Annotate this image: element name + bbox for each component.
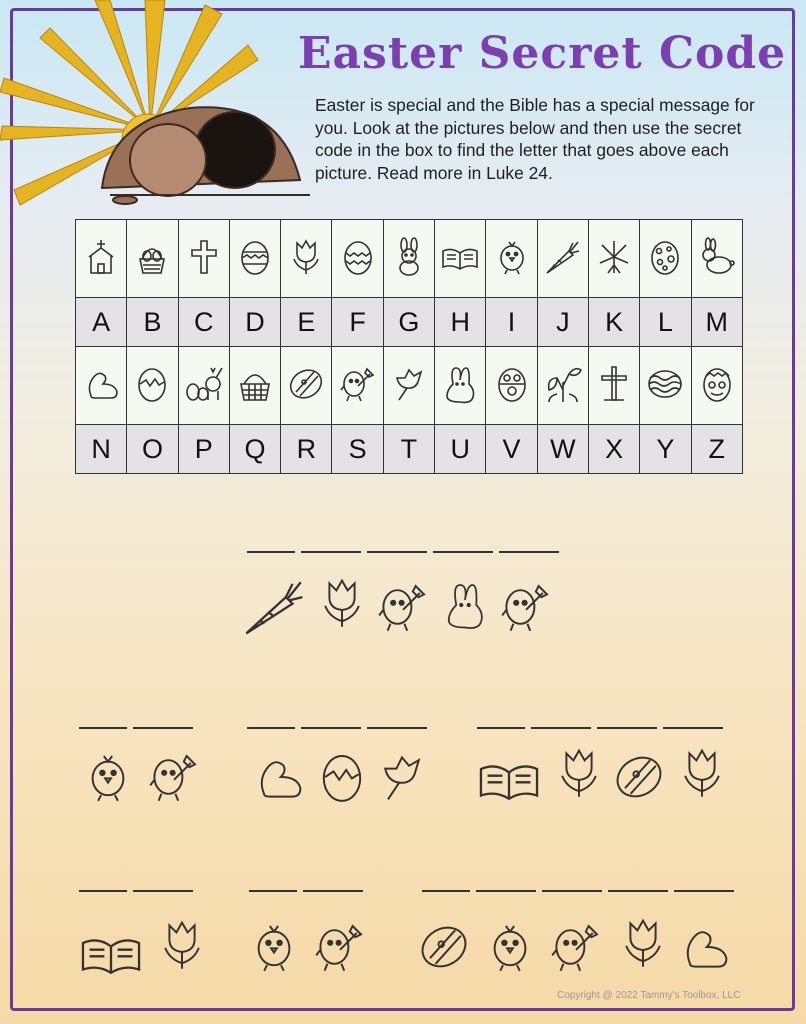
answer-blank[interactable] (133, 890, 193, 892)
code-letter: B (127, 298, 178, 347)
code-letter: U (435, 425, 486, 474)
code-letter: Q (229, 425, 280, 474)
answer-blank[interactable] (367, 551, 427, 553)
code-letter: S (332, 425, 383, 474)
code-icons-row-2 (76, 347, 743, 425)
page-title: Easter Secret Code (298, 28, 787, 79)
code-cell (178, 347, 229, 425)
answer-blank[interactable] (531, 727, 591, 729)
answer-blank[interactable] (477, 727, 525, 729)
code-cell (640, 220, 691, 298)
decorated-egg-icon (611, 744, 667, 810)
code-letter: G (383, 298, 434, 347)
code-cell (76, 220, 127, 298)
answer-blank[interactable] (303, 890, 363, 892)
lily-icon (543, 364, 583, 404)
tulip-icon (286, 237, 326, 277)
wavy-egg-icon (645, 364, 685, 404)
answer-blank[interactable] (133, 727, 193, 729)
answer-blank[interactable] (301, 551, 361, 553)
code-letters-row-1 (76, 298, 743, 347)
peep-chick-icon (676, 914, 732, 980)
answer-blank[interactable] (674, 890, 734, 892)
instructions-text: Easter is special and the Bible has a special message for you. Look at the pictures below and then use the secret code in the box to find the letter that goes above each picture. Read more in Luke 24. (315, 95, 755, 183)
code-cell (127, 347, 178, 425)
egg-with-flower-icon (312, 914, 368, 980)
chick-icon (246, 914, 302, 980)
copyright-text: Copyright @ 2022 Tammy's Toolbox, LLC (557, 990, 741, 1001)
answer-blank[interactable] (597, 727, 657, 729)
code-letter: O (127, 425, 178, 474)
code-cell (281, 347, 332, 425)
code-letter: W (537, 425, 588, 474)
code-letter: F (332, 298, 383, 347)
cross-icon (184, 237, 224, 277)
secret-code-key (75, 219, 743, 474)
code-cell (127, 220, 178, 298)
answer-blank[interactable] (79, 890, 127, 892)
code-letter: Z (691, 425, 742, 474)
code-cell (537, 220, 588, 298)
code-cell (281, 220, 332, 298)
striped-egg-icon (235, 237, 275, 277)
code-letter: Y (640, 425, 691, 474)
egg-with-flower-icon (548, 914, 604, 980)
answer-blank[interactable] (247, 727, 295, 729)
lily-icon (594, 237, 634, 277)
tulip-icon (674, 740, 730, 806)
rabbit-icon (697, 237, 737, 277)
code-cell (640, 347, 691, 425)
code-cell (229, 347, 280, 425)
code-letter: J (537, 298, 588, 347)
zigzag-egg-icon (338, 237, 378, 277)
code-letter: H (435, 298, 486, 347)
cracked-egg-icon (314, 744, 370, 810)
tulip-icon (314, 570, 370, 636)
code-letter: N (76, 425, 127, 474)
tulip-icon (154, 912, 210, 978)
answer-blank[interactable] (422, 890, 470, 892)
code-letter: R (281, 425, 332, 474)
code-cell (486, 220, 537, 298)
carrot-icon (543, 237, 583, 277)
answer-blank[interactable] (476, 890, 536, 892)
peep-chick-icon (250, 744, 306, 810)
basket-icon (235, 364, 275, 404)
code-cell (383, 220, 434, 298)
egg-with-flower-icon (375, 574, 431, 640)
code-cell (486, 347, 537, 425)
answer-blank[interactable] (301, 727, 361, 729)
code-letter: E (281, 298, 332, 347)
answer-blank[interactable] (499, 551, 559, 553)
chick-with-eggs-icon (184, 364, 224, 404)
bible-icon (440, 237, 480, 277)
answer-blank[interactable] (542, 890, 602, 892)
code-cell (435, 347, 486, 425)
code-letter: V (486, 425, 537, 474)
code-cell (332, 220, 383, 298)
decorated-egg-icon (416, 914, 472, 980)
code-letter: T (383, 425, 434, 474)
code-letters-row-2 (76, 425, 743, 474)
answer-blank[interactable] (433, 551, 493, 553)
chick-icon (492, 237, 532, 277)
answer-blank[interactable] (249, 890, 297, 892)
answer-blank[interactable] (367, 727, 427, 729)
code-cell (76, 347, 127, 425)
code-letter: A (76, 298, 127, 347)
decorated-egg-icon (286, 364, 326, 404)
code-icons-row-1 (76, 220, 743, 298)
tulip-icon (389, 364, 429, 404)
marshmallow-bunny-icon (440, 364, 480, 404)
code-cell (537, 347, 588, 425)
code-cell (332, 347, 383, 425)
sunrise-tomb-illustration (0, 0, 330, 215)
code-cell (229, 220, 280, 298)
code-letter: D (229, 298, 280, 347)
tulip-icon (374, 744, 430, 810)
chick-icon (80, 744, 136, 810)
easter-basket-icon (132, 237, 172, 277)
code-cell (588, 220, 639, 298)
egg-with-flower-icon (498, 574, 554, 640)
code-letter: P (178, 425, 229, 474)
bible-icon (72, 920, 150, 986)
code-cell (691, 220, 742, 298)
face-egg-icon (697, 364, 737, 404)
code-cell (588, 347, 639, 425)
answer-blank[interactable] (79, 727, 127, 729)
code-letter: I (486, 298, 537, 347)
code-letter: L (640, 298, 691, 347)
bunny-icon (389, 237, 429, 277)
cross-icon (594, 364, 634, 404)
answer-blank[interactable] (247, 551, 295, 553)
code-letter: C (178, 298, 229, 347)
code-cell (178, 220, 229, 298)
egg-with-flower-icon (338, 364, 378, 404)
carrot-icon (243, 574, 309, 640)
spotted-egg-icon (645, 237, 685, 277)
code-letter: K (588, 298, 639, 347)
answer-blank[interactable] (608, 890, 668, 892)
tulip-icon (615, 910, 671, 976)
dotted-egg-icon (492, 364, 532, 404)
code-cell (383, 347, 434, 425)
peep-chick-icon (81, 364, 121, 404)
tulip-icon (551, 740, 607, 806)
code-cell (691, 347, 742, 425)
code-letter: X (588, 425, 639, 474)
marshmallow-bunny-icon (440, 570, 490, 640)
egg-with-flower-icon (146, 744, 202, 810)
code-letter: M (691, 298, 742, 347)
bible-icon (470, 746, 548, 812)
answer-blank[interactable] (663, 727, 723, 729)
code-cell (435, 220, 486, 298)
church-icon (81, 237, 121, 277)
cracked-egg-icon (132, 364, 172, 404)
chick-icon (482, 914, 538, 980)
